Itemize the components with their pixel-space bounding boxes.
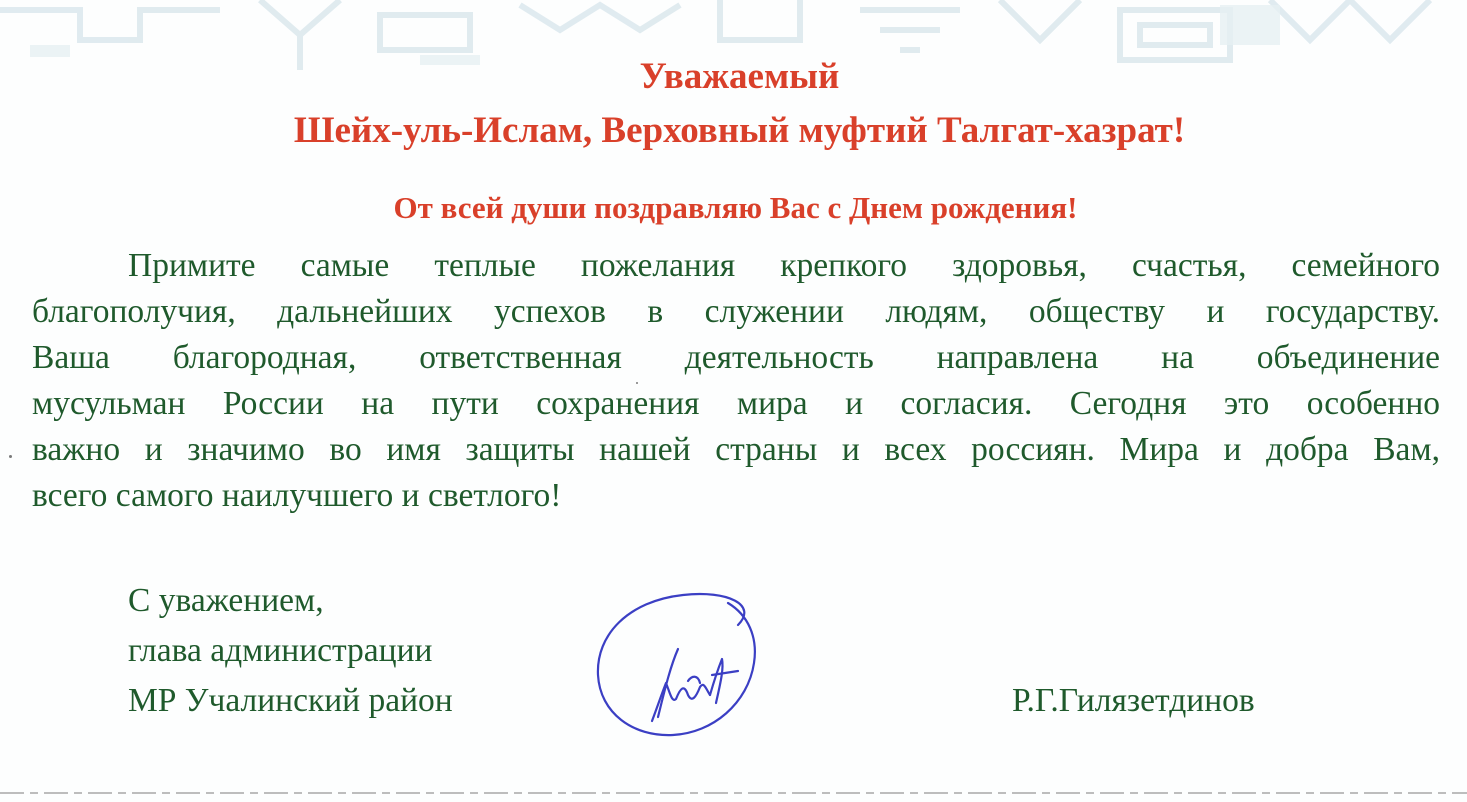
letter-body: [32, 243, 1440, 519]
salutation-line-1: Уважаемый: [639, 56, 840, 97]
closing-regards: С уважением,: [128, 582, 324, 619]
body-line: Ваша благородная, ответственная деятельность направлена на объединение: [32, 339, 1440, 376]
signer-name: Р.Г.Гилязетдинов: [1012, 682, 1255, 719]
scan-speck: [9, 455, 12, 458]
body-line: благополучия, дальнейших успехов в служении людям, обществу и государству.: [32, 293, 1440, 330]
body-line: мусульман России на пути сохранения мира и согласия. Сегодня это особенно: [32, 385, 1440, 422]
body-line: всего самого наилучшего и светлого!: [32, 477, 562, 514]
signer-title: глава администрации: [128, 632, 433, 669]
body-line: Примите самые теплые пожелания крепкого здоровья, счастья, семейного: [128, 247, 1440, 284]
salutation-line-2: Шейх-уль-Ислам, Верховный муфтий Талгат-хазрат!: [293, 110, 1186, 151]
bottom-rule: [0, 788, 1467, 798]
handwritten-signature: [588, 585, 764, 745]
closing-block: [128, 576, 453, 726]
signer-organization: МР Учалинский район: [128, 682, 453, 719]
scan-speck: [636, 382, 638, 384]
birthday-greeting: От всей души поздравляю Вас с Днем рождения!: [393, 190, 1078, 225]
body-line: важно и значимо во имя защиты нашей страны и всех россиян. Мира и добра Вам,: [32, 431, 1440, 468]
